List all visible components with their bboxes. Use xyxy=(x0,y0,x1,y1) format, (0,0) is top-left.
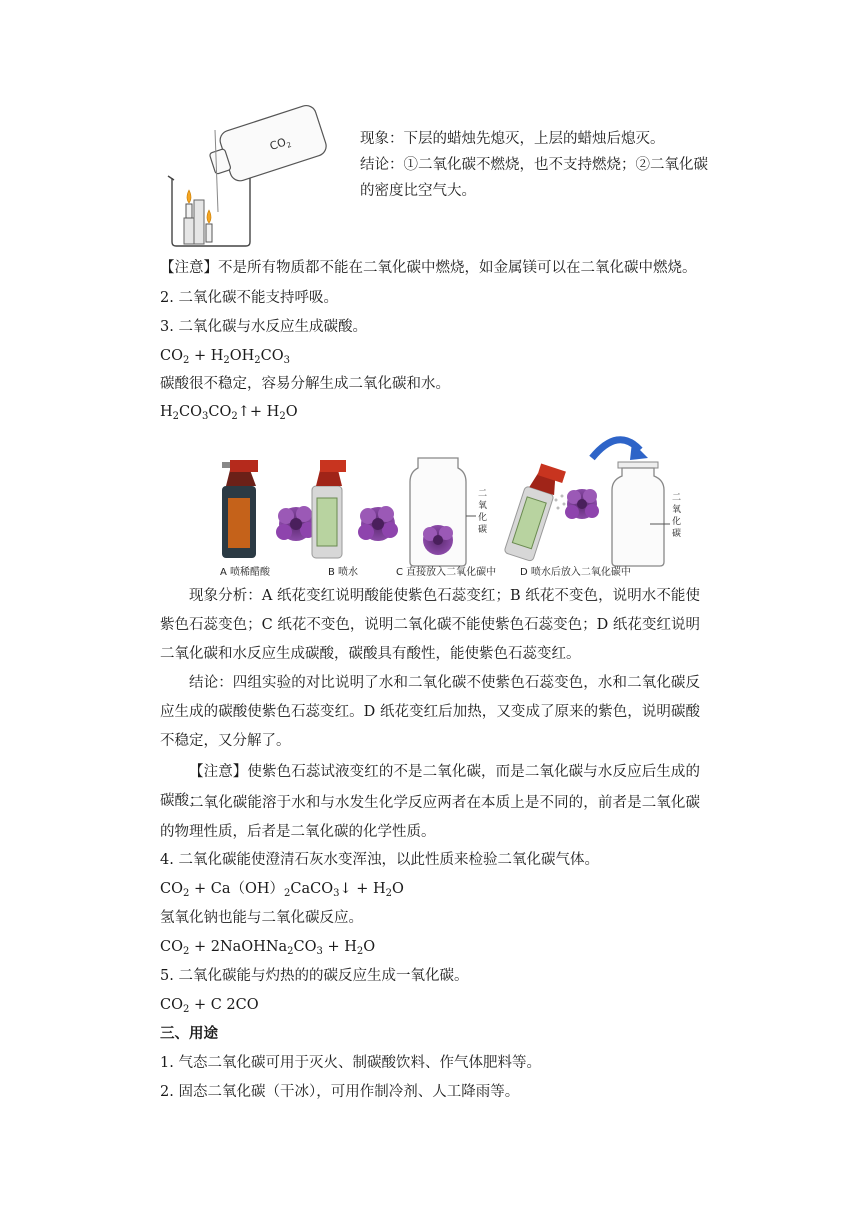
curved-arrow-icon xyxy=(592,440,648,460)
svg-text:化: 化 xyxy=(672,517,682,527)
section-heading-uses: 三、用途 xyxy=(160,1025,218,1042)
svg-text:二: 二 xyxy=(672,493,682,503)
svg-text:碳: 碳 xyxy=(478,525,488,535)
equation-3: $CO_2$ + $Ca(OH)_2CaCO_3↓ + H_2O$ xyxy=(160,881,404,899)
item-3: 3. 二氧化碳与水反应生成碳酸。 xyxy=(160,319,367,335)
conclusion-paragraph: 结论：四组实验的对比说明了水和二氧化碳不使紫色石蕊变色，水和二氧化碳反应生成的碳酸使紫色石蕊变红。D 纸花变红后加热，又变成了原来的紫色，说明碳酸不稳定，又分解了。 xyxy=(160,675,700,749)
use-1: 1. 气态二氧化碳可用于灭火、制碳酸饮料、作气体肥料等。 xyxy=(160,1055,541,1071)
observation-text xyxy=(360,126,730,204)
upper-candle-icon xyxy=(186,190,192,218)
note-1: 【注意】不是所有物质都不能在二氧化碳中燃烧，如金属镁可以在二氧化碳中燃烧。 xyxy=(160,260,697,276)
item-5: 5. 二氧化碳能与灼热的的碳反应生成一氧化碳。 xyxy=(160,968,469,984)
flower-a-icon xyxy=(276,506,316,541)
equation-1: $CO_2 + H_2OH_2CO_3$ xyxy=(160,348,291,366)
analysis-paragraph: 现象分析：A 纸花变红说明酸能使紫色石蕊变红；B 纸花不变色，说明水不能使紫色石蕊变色；C 纸花不变色，说明二氧化碳不能使紫色石蕊变色；D 纸花变红说明二氧化碳和水反应生成碳酸，碳酸具有酸性，能使紫色石蕊变红。 xyxy=(160,588,700,662)
item-2: 2. 二氧化碳不能支持呼吸。 xyxy=(160,290,338,306)
caption-d: D 喷水后放入二氧化碳中 xyxy=(520,567,631,576)
equation-5: $CO_2 + C$ 2CO xyxy=(160,997,259,1015)
bottle-label: $CO_2$ xyxy=(268,135,293,153)
litmus-flower-figure xyxy=(200,428,700,576)
flower-b-icon xyxy=(358,506,398,541)
jar-d-label xyxy=(672,493,681,539)
jar-c-label xyxy=(478,489,487,535)
conclusion-line-1: 结论：①二氧化碳不燃烧，也不支持燃烧；②二氧化碳 xyxy=(360,157,708,173)
conclusion-line-2: 的密度比空气大。 xyxy=(360,183,476,199)
sprayer-b-icon xyxy=(312,460,346,558)
svg-text:氧: 氧 xyxy=(672,505,682,515)
caption-c: C 直接放入二氧化碳中 xyxy=(396,567,497,576)
candle-experiment-figure xyxy=(160,100,330,250)
use-2: 2. 固态二氧化碳（干冰），可用作制冷剂、人工降雨等。 xyxy=(160,1084,520,1100)
note-2-continued: 二氧化碳能溶于水和与水发生化学反应两者在本质上是不同的，前者是二氧化碳的物理性质，后者是二氧化碳的化学性质。 xyxy=(160,795,700,840)
sprayer-d-icon xyxy=(504,461,566,563)
caption-b: B 喷水 xyxy=(328,567,359,576)
sprayer-a-icon xyxy=(222,460,258,558)
jar-c-icon xyxy=(410,458,476,566)
equation-2: $H_2CO_3CO_2↑+ H_2O$ xyxy=(160,404,298,422)
svg-text:碳: 碳 xyxy=(672,529,682,539)
caption-a: A 喷稀醋酸 xyxy=(220,567,271,576)
co2-bottle xyxy=(204,103,328,188)
item-4: 4. 二氧化碳能使澄清石灰水变浑浊，以此性质来检验二氧化碳气体。 xyxy=(160,852,599,868)
svg-text:化: 化 xyxy=(478,513,488,523)
svg-text:二: 二 xyxy=(478,489,488,499)
jar-d-icon xyxy=(612,462,670,566)
naoh-reaction: 氢氧化钠也能与二氧化碳反应。 xyxy=(160,910,363,926)
phenomenon: 现象：下层的蜡烛先熄灭，上层的蜡烛后熄灭。 xyxy=(360,131,665,147)
equation-4: $CO_2$ + $2NaOHNa_2CO_3 + H_2O$ xyxy=(160,939,376,957)
svg-text:氧: 氧 xyxy=(478,501,488,511)
carbonic-acid-unstable: 碳酸很不稳定，容易分解生成二氧化碳和水。 xyxy=(160,376,450,392)
flower-d-icon xyxy=(565,489,599,519)
lower-candle-icon xyxy=(206,210,212,242)
note-2: 【注意】使紫色石蕊试液变红的不是二氧化碳，而是二氧化碳与水反应后生成的碳酸； xyxy=(160,764,700,809)
